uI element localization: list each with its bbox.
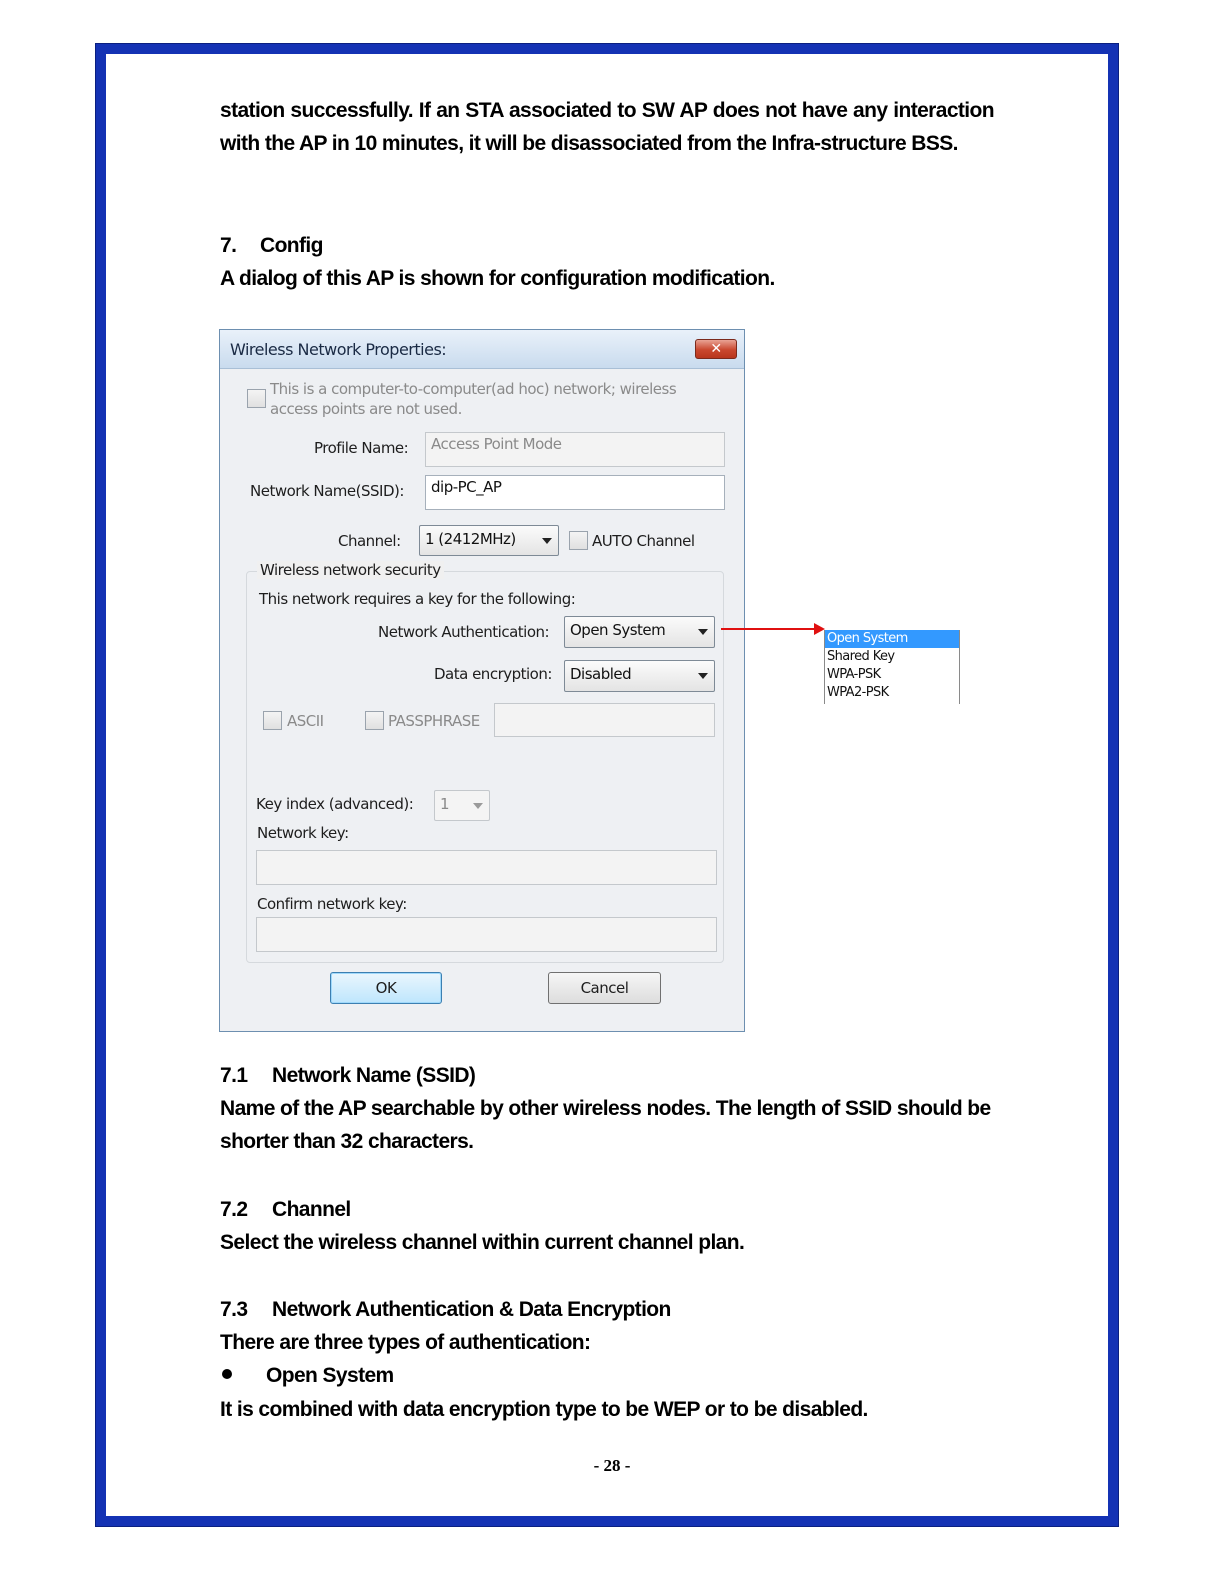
ascii-checkbox[interactable] [263,711,282,730]
ssid-field[interactable]: dip-PC_AP [425,475,725,510]
wireless-properties-dialog [219,329,745,1032]
section-7-3-heading [220,1293,994,1326]
auth-option-open-system[interactable]: Open System [825,630,959,648]
auth-options-list [824,630,960,704]
network-key-field[interactable] [256,850,717,885]
section-7-3-title: Network Authentication & Data Encryption [272,1298,671,1321]
dialog-title: Wireless Network Properties: [230,340,447,359]
close-icon: ✕ [710,341,722,357]
section-7-1-body: Name of the AP searchable by other wireless nodes. The length of SSID should be shorter than 32 characters. [220,1097,991,1153]
auth-select[interactable] [564,616,715,648]
intro-paragraph: station successfully. If an STA associated to SW AP does not have any interaction with the AP in 10 minutes, it will be disassociated from the Infra-structure BSS. [220,99,994,155]
bullet-text: Open System [266,1364,394,1387]
confirm-key-field[interactable] [256,917,717,952]
section-7-2-heading [220,1193,994,1226]
profile-name-field[interactable]: Access Point Mode [425,432,725,467]
section-7-2-number: 7.2 [220,1198,248,1221]
cancel-button[interactable]: Cancel [548,972,661,1004]
auth-value: Open System [570,621,666,639]
security-group-label: Wireless network security [257,561,444,579]
close-button[interactable] [695,339,737,359]
page-number: - 28 - [593,1456,631,1475]
adhoc-label [270,379,676,419]
dialog-titlebar [220,330,744,369]
chevron-down-icon [698,673,708,679]
profile-name-label: Profile Name: [314,439,409,457]
key-index-label: Key index (advanced): [256,795,414,813]
passphrase-field[interactable] [494,703,715,737]
section-7-1-number: 7.1 [220,1064,248,1087]
adhoc-checkbox[interactable] [247,389,266,408]
section-7-1-heading [220,1059,994,1092]
confirm-key-label: Confirm network key: [257,895,407,913]
encryption-value: Disabled [570,665,632,683]
section-7-3-number: 7.3 [220,1298,248,1321]
section-7-title: Config [260,234,323,257]
callout-arrow-line [721,628,817,630]
bullet-item [220,1364,394,1388]
channel-value: 1 (2412MHz) [425,530,516,548]
ascii-label: ASCII [287,712,324,730]
auth-option-shared-key[interactable]: Shared Key [827,649,895,664]
auth-option-wpa-psk[interactable]: WPA-PSK [827,667,881,682]
encryption-label: Data encryption: [434,665,552,683]
chevron-down-icon [542,538,552,544]
channel-label: Channel: [338,532,401,550]
key-index-select[interactable] [434,790,490,821]
section-7-2-body: Select the wireless channel within current channel plan. [220,1231,745,1254]
network-key-label: Network key: [257,824,349,842]
chevron-down-icon [473,803,483,809]
requires-key-label: This network requires a key for the following: [259,590,576,608]
auto-channel-label: AUTO Channel [592,532,695,550]
section-7-3-after-bullet: It is combined with data encryption type to be WEP or to be disabled. [220,1398,868,1421]
auth-label: Network Authentication: [378,623,550,641]
ok-button[interactable]: OK [330,972,442,1004]
section-7-2-title: Channel [272,1198,351,1221]
key-index-value: 1 [440,795,450,813]
chevron-down-icon [698,629,708,635]
section-7-3-body: There are three types of authentication: [220,1331,591,1354]
passphrase-checkbox[interactable] [365,711,384,730]
channel-select[interactable] [419,525,559,556]
adhoc-label-line2: access points are not used. [270,400,462,418]
section-7-number: 7. [220,234,237,257]
bullet-icon [222,1369,232,1379]
ssid-label: Network Name(SSID): [250,482,404,500]
section-7-1-title: Network Name (SSID) [272,1064,476,1087]
encryption-select[interactable] [564,660,715,692]
section-7-heading [220,229,994,262]
section-7-body: A dialog of this AP is shown for configuration modification. [220,267,775,290]
auto-channel-checkbox[interactable] [569,531,588,550]
adhoc-label-line1: This is a computer-to-computer(ad hoc) network; wireless [270,380,677,398]
passphrase-label: PASSPHRASE [388,712,480,730]
auth-option-wpa2-psk[interactable]: WPA2-PSK [827,685,889,700]
